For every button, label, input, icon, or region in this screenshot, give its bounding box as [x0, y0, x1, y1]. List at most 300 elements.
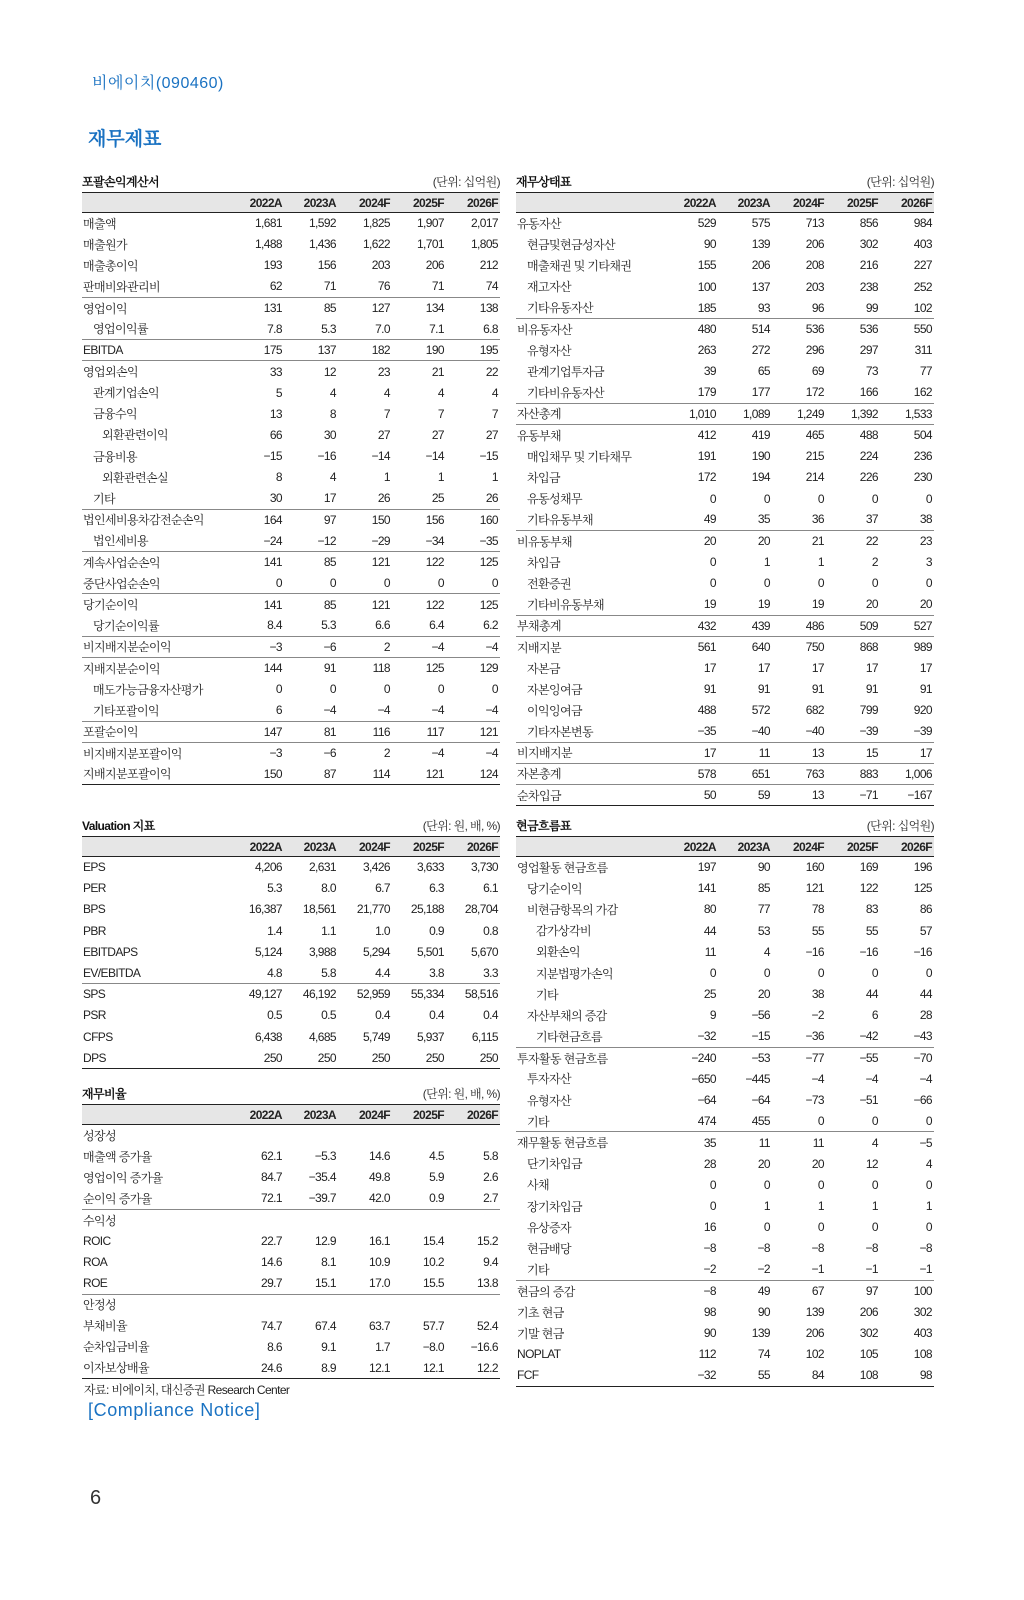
row-value: 5,294 [362, 944, 390, 959]
row-label: 판매비와관리비 [83, 279, 160, 294]
table-row [82, 213, 500, 234]
row-value: 14.6 [369, 1149, 390, 1164]
row-value: 20 [757, 1156, 770, 1171]
row-value: 5.8 [483, 1149, 498, 1164]
row-value: −2 [703, 1262, 716, 1277]
row-label: 안정성 [82, 1294, 230, 1315]
column-header-year: 2022A [683, 839, 716, 854]
row-value: 575 [751, 216, 770, 231]
row-value: 763 [772, 763, 826, 784]
row-value [392, 1294, 446, 1315]
row-value: 4 [383, 385, 390, 400]
row-value: 17 [880, 742, 934, 763]
row-label: 당기순이익률 [93, 618, 159, 633]
row-value: 134 [392, 297, 446, 318]
table-row [82, 361, 500, 382]
row-value: 67.4 [315, 1318, 336, 1333]
row-label: 자본잉여금 [527, 682, 582, 697]
row-label: 기타현금흐름 [536, 1029, 602, 1044]
table-row [516, 530, 934, 551]
column-header-year: 2025F [412, 1107, 444, 1122]
row-value: 52,959 [338, 984, 392, 1005]
row-label: ROE [83, 1276, 108, 1291]
table-row [82, 763, 500, 784]
row-value: −16 [805, 944, 824, 959]
row-value: 412 [664, 424, 718, 445]
row-value: 215 [805, 449, 824, 464]
row-value [446, 1125, 500, 1146]
row-value: 129 [446, 657, 500, 678]
row-value: 13 [772, 742, 826, 763]
data-table [516, 192, 934, 806]
row-label: 지배지분포괄이익 [82, 763, 230, 784]
row-value: 121 [338, 594, 392, 615]
row-value: 91 [703, 682, 716, 697]
row-value: 150 [230, 763, 284, 784]
row-value: 102 [805, 1347, 824, 1362]
row-value: −71 [826, 785, 880, 806]
column-header-row [82, 1105, 500, 1125]
row-value: 514 [718, 318, 772, 339]
row-value: −35 [697, 724, 716, 739]
row-value: 14.6 [261, 1255, 282, 1270]
row-label: 기말 현금 [517, 1326, 564, 1341]
row-value: 0.5 [267, 1008, 282, 1023]
row-value: 15.1 [315, 1276, 336, 1291]
row-label: 당기순이익 [527, 881, 582, 896]
column-header-year: 2026F [900, 195, 932, 210]
row-label: EV/EBITDA [83, 965, 141, 980]
row-label: 투자자산 [527, 1072, 571, 1087]
row-value [446, 1294, 500, 1315]
row-value: 0 [763, 491, 770, 506]
table-row [516, 1344, 934, 1365]
row-value: 206 [425, 258, 444, 273]
row-label: 당기순이익 [82, 594, 230, 615]
row-value: −43 [913, 1029, 932, 1044]
row-label: 영업이익률 [93, 322, 148, 337]
row-value: 38 [811, 987, 824, 1002]
row-value: −1 [919, 1262, 932, 1277]
row-value: 16,387 [248, 902, 282, 917]
row-value: 8.0 [321, 881, 336, 896]
table-row [82, 1026, 500, 1047]
row-label: 계속사업순손익 [82, 552, 230, 573]
row-value: 250 [392, 1047, 446, 1068]
table-row [516, 615, 934, 636]
row-label: 자본금 [527, 661, 560, 676]
row-value: 9 [709, 1008, 716, 1023]
row-value: 66 [269, 427, 282, 442]
row-value: 20 [757, 987, 770, 1002]
row-value: 0 [383, 682, 390, 697]
row-label: 매출총이익 [83, 258, 138, 273]
row-value: 90 [703, 1326, 716, 1341]
row-value: 122 [392, 552, 446, 573]
row-value: 27 [485, 427, 498, 442]
row-value: 7 [383, 406, 390, 421]
table-title: 재무비율 [82, 1087, 126, 1101]
row-value: 1,805 [470, 237, 498, 252]
row-value: 83 [865, 902, 878, 917]
row-value: 71 [323, 279, 336, 294]
row-value: 156 [392, 509, 446, 530]
row-label: 포괄순이익 [82, 721, 230, 742]
row-value: 12 [865, 1156, 878, 1171]
row-label: 이익잉여금 [527, 703, 582, 718]
row-value: 0 [763, 1220, 770, 1235]
row-value: 1,907 [416, 216, 444, 231]
row-value: 226 [859, 470, 878, 485]
row-value: 25 [703, 987, 716, 1002]
row-value: 42.0 [369, 1191, 390, 1206]
row-value: 125 [446, 594, 500, 615]
row-value: 117 [392, 721, 446, 742]
row-value: 91 [865, 682, 878, 697]
row-value: −16 [859, 944, 878, 959]
row-value: 108 [826, 1365, 880, 1386]
row-value: 651 [718, 763, 772, 784]
row-value: 85 [284, 552, 338, 573]
row-value: 38 [919, 512, 932, 527]
table-header-bar [82, 172, 500, 192]
row-value: 432 [664, 615, 718, 636]
row-value: 0 [871, 966, 878, 981]
row-label: 매출액 [83, 216, 116, 231]
row-label: 영업이익 증가율 [83, 1170, 163, 1185]
row-value: 224 [859, 449, 878, 464]
row-value: 16.1 [369, 1234, 390, 1249]
column-header-year: 2023A [737, 839, 770, 854]
row-value: 8 [329, 406, 336, 421]
row-value: 10.2 [423, 1255, 444, 1270]
row-value: 640 [718, 636, 772, 657]
row-value: 22 [446, 361, 500, 382]
row-value: −1 [811, 1262, 824, 1277]
table-row [516, 573, 934, 594]
row-label: 비지배지분 [516, 742, 664, 763]
row-value: 0 [491, 682, 498, 697]
row-value: 90 [757, 860, 770, 875]
row-value: 6.7 [375, 881, 390, 896]
row-value: −5.3 [314, 1149, 336, 1164]
row-value: −40 [751, 724, 770, 739]
row-label: 기타비유동부채 [527, 597, 604, 612]
row-value: 311 [914, 343, 932, 358]
row-value: 122 [392, 594, 446, 615]
row-value: 97 [826, 1280, 880, 1301]
row-label: SPS [82, 984, 230, 1005]
row-value: 194 [751, 470, 770, 485]
row-value: 216 [859, 258, 878, 273]
row-value: 5,124 [254, 944, 282, 959]
row-value: 4,206 [254, 860, 282, 875]
source-note: 자료: 비에이치, 대신증권 Research Center [84, 1383, 290, 1397]
row-value: 17 [323, 491, 336, 506]
row-value: 296 [805, 343, 824, 358]
data-table [516, 836, 934, 1387]
row-value: −64 [751, 1093, 770, 1108]
row-value [446, 1209, 500, 1230]
company-name: 비에이치(090460) [92, 75, 224, 92]
row-value: 195 [446, 340, 500, 361]
row-value: −167 [880, 785, 934, 806]
row-label: 자본총계 [516, 763, 664, 784]
row-value: 480 [664, 318, 718, 339]
row-value: −56 [751, 1008, 770, 1023]
row-label: 유형자산 [527, 343, 571, 358]
row-label: 영업이익 [82, 297, 230, 318]
row-label: DPS [82, 1047, 230, 1068]
row-label: PBR [83, 923, 106, 938]
row-value: −34 [425, 533, 444, 548]
table-row [82, 721, 500, 742]
row-value: 29.7 [261, 1276, 282, 1291]
table-row [516, 721, 934, 742]
row-value: 0 [871, 576, 878, 591]
row-value: 3,426 [362, 860, 390, 875]
row-value: 12.1 [338, 1358, 392, 1379]
table-row [82, 899, 500, 920]
row-value: 25,188 [410, 902, 444, 917]
table-row [82, 467, 500, 488]
row-value: −8 [664, 1280, 718, 1301]
table-row [82, 1005, 500, 1026]
row-value: 403 [913, 237, 932, 252]
row-value: 6,438 [254, 1029, 282, 1044]
row-value: 868 [826, 636, 880, 657]
row-value: 0 [329, 576, 336, 591]
row-value: 8.1 [321, 1255, 336, 1270]
row-value: −16.6 [470, 1339, 498, 1354]
row-value: 125 [913, 881, 932, 896]
row-label: 비지배지분포괄이익 [82, 742, 230, 763]
table-row [82, 276, 500, 297]
row-value: 21 [392, 361, 446, 382]
table-row [82, 1125, 500, 1146]
table-unit: (단위: 원, 배, %) [422, 819, 500, 833]
row-value: −14 [371, 449, 390, 464]
row-label: 재무활동 현금흐름 [516, 1132, 664, 1153]
row-value: 1,592 [308, 216, 336, 231]
row-value: 1,681 [254, 216, 282, 231]
row-label: 유상증자 [527, 1220, 571, 1235]
table-row [516, 1217, 934, 1238]
row-value: 20 [718, 530, 772, 551]
row-value: 0 [275, 576, 282, 591]
column-header-year: 2026F [900, 839, 932, 854]
row-value: 127 [338, 297, 392, 318]
column-header-year: 2024F [358, 839, 390, 854]
row-value: 0 [871, 491, 878, 506]
row-label: 이자보상배율 [82, 1358, 230, 1379]
table-row [516, 594, 934, 615]
row-value: 11 [718, 742, 772, 763]
row-value: 6 [871, 1008, 878, 1023]
row-value: 74 [485, 279, 498, 294]
table-row [82, 1230, 500, 1251]
row-label: 지배지분순이익 [82, 657, 230, 678]
row-value: 97 [284, 509, 338, 530]
row-value: 208 [805, 258, 824, 273]
row-value: 22.7 [261, 1234, 282, 1249]
table-row [516, 1238, 934, 1259]
table-row [516, 657, 934, 678]
row-value: 81 [284, 721, 338, 742]
row-value: 49,127 [230, 984, 284, 1005]
row-value: −8 [919, 1241, 932, 1256]
row-value: 19 [811, 597, 824, 612]
column-header-year: 2025F [412, 195, 444, 210]
row-label: 기타 [527, 1114, 549, 1129]
table-row [516, 700, 934, 721]
row-value: −3 [230, 636, 284, 657]
row-value: 13.8 [477, 1276, 498, 1291]
table-row [82, 424, 500, 445]
row-label: 유동성채무 [527, 492, 582, 507]
row-value: −77 [772, 1047, 826, 1068]
row-value: 137 [751, 279, 770, 294]
row-value: 17 [865, 661, 878, 676]
row-value: 529 [697, 216, 716, 231]
row-label: 외환관련손실 [102, 470, 168, 485]
row-value: −64 [697, 1093, 716, 1108]
row-value: 57 [919, 923, 932, 938]
table-row [516, 467, 934, 488]
row-value: 6.3 [429, 881, 444, 896]
row-value: 24.6 [230, 1358, 284, 1379]
row-value: −240 [664, 1047, 718, 1068]
row-value: 4 [329, 385, 336, 400]
table-unit: (단위: 십억원) [432, 175, 500, 189]
row-value: 69 [811, 364, 824, 379]
table-row [82, 700, 500, 721]
row-value: 105 [859, 1347, 878, 1362]
row-label: 기타 [527, 1262, 549, 1277]
table-row [82, 984, 500, 1005]
row-value [284, 1125, 338, 1146]
row-value: 17 [757, 661, 770, 676]
row-value: 212 [479, 258, 498, 273]
table-row [516, 552, 934, 573]
compliance-notice-link[interactable]: [Compliance Notice] [88, 1400, 261, 1420]
row-value: 238 [859, 279, 878, 294]
row-value: 2.7 [483, 1191, 498, 1206]
row-value: −4 [485, 703, 498, 718]
row-value: 302 [913, 1305, 932, 1320]
row-label: 기타유동부채 [527, 512, 593, 527]
row-value: 58,516 [446, 984, 500, 1005]
row-value: 44 [919, 987, 932, 1002]
row-value: 36 [811, 512, 824, 527]
row-value: 19 [757, 597, 770, 612]
row-value: 1,825 [362, 216, 390, 231]
column-header-row [82, 837, 500, 857]
row-value [284, 1294, 338, 1315]
row-value: 0 [817, 576, 824, 591]
row-value: 86 [919, 902, 932, 917]
row-value: 7 [437, 406, 444, 421]
row-value: 302 [859, 1326, 878, 1341]
row-label: NOPLAT [517, 1347, 561, 1362]
row-value: 0 [925, 966, 932, 981]
table-row [82, 920, 500, 941]
table-row [516, 255, 934, 276]
table-row [82, 403, 500, 424]
row-value: 9.1 [321, 1339, 336, 1354]
table-unit: (단위: 십억원) [866, 175, 934, 189]
row-value: 227 [913, 258, 932, 273]
row-value: 1,436 [308, 237, 336, 252]
row-label: 차입금 [527, 470, 560, 485]
row-value: 91 [757, 682, 770, 697]
row-label: 사채 [527, 1178, 549, 1193]
row-label: 관계기업투자금 [527, 364, 604, 379]
row-value: 150 [338, 509, 392, 530]
row-value: 18,561 [302, 902, 336, 917]
row-label: 현금의 증감 [516, 1280, 664, 1301]
column-header-year: 2025F [412, 839, 444, 854]
row-value: 121 [805, 881, 824, 896]
table-row [516, 1323, 934, 1344]
row-label: 투자활동 현금흐름 [516, 1047, 664, 1068]
row-value: 12 [284, 361, 338, 382]
row-value: −8 [703, 1241, 716, 1256]
row-value: 488 [826, 424, 880, 445]
row-value: 4 [826, 1132, 880, 1153]
row-label: 기타유동자산 [527, 301, 593, 316]
row-value: 1 [383, 470, 390, 485]
row-value: 49 [718, 1280, 772, 1301]
row-label: ROA [83, 1255, 108, 1270]
row-value: 1 [491, 470, 498, 485]
row-value: 166 [859, 385, 878, 400]
row-value: −6 [284, 636, 338, 657]
row-label: 금융비용 [93, 449, 137, 464]
row-value: 856 [859, 216, 878, 231]
column-header-year: 2023A [737, 195, 770, 210]
row-value: 2,017 [470, 216, 498, 231]
row-value: 1 [925, 1199, 932, 1214]
row-value: 125 [446, 552, 500, 573]
row-value: 5.8 [321, 965, 336, 980]
row-value: 0 [709, 1199, 716, 1214]
column-header-year: 2023A [303, 839, 336, 854]
row-value: 172 [697, 470, 716, 485]
table-row [516, 1132, 934, 1153]
table-row [516, 382, 934, 403]
row-value: −6 [284, 742, 338, 763]
row-value: 121 [392, 763, 446, 784]
table-row [82, 1252, 500, 1273]
row-value: −73 [805, 1093, 824, 1108]
row-label: 재고자산 [527, 280, 571, 295]
row-value: 2 [871, 555, 878, 570]
cash-flow-table [516, 816, 934, 1387]
row-value: 182 [338, 340, 392, 361]
row-value: 0 [709, 555, 716, 570]
row-value: 52.4 [477, 1318, 498, 1333]
row-value: 920 [913, 703, 932, 718]
row-value: 139 [751, 237, 770, 252]
row-value: 4.5 [429, 1149, 444, 1164]
valuation-table [82, 816, 500, 1069]
row-value: 96 [811, 300, 824, 315]
row-label: 매도가능금융자산평가 [93, 682, 203, 697]
row-value: 131 [230, 297, 284, 318]
column-header-year: 2022A [683, 195, 716, 210]
row-label: PSR [83, 1008, 106, 1023]
